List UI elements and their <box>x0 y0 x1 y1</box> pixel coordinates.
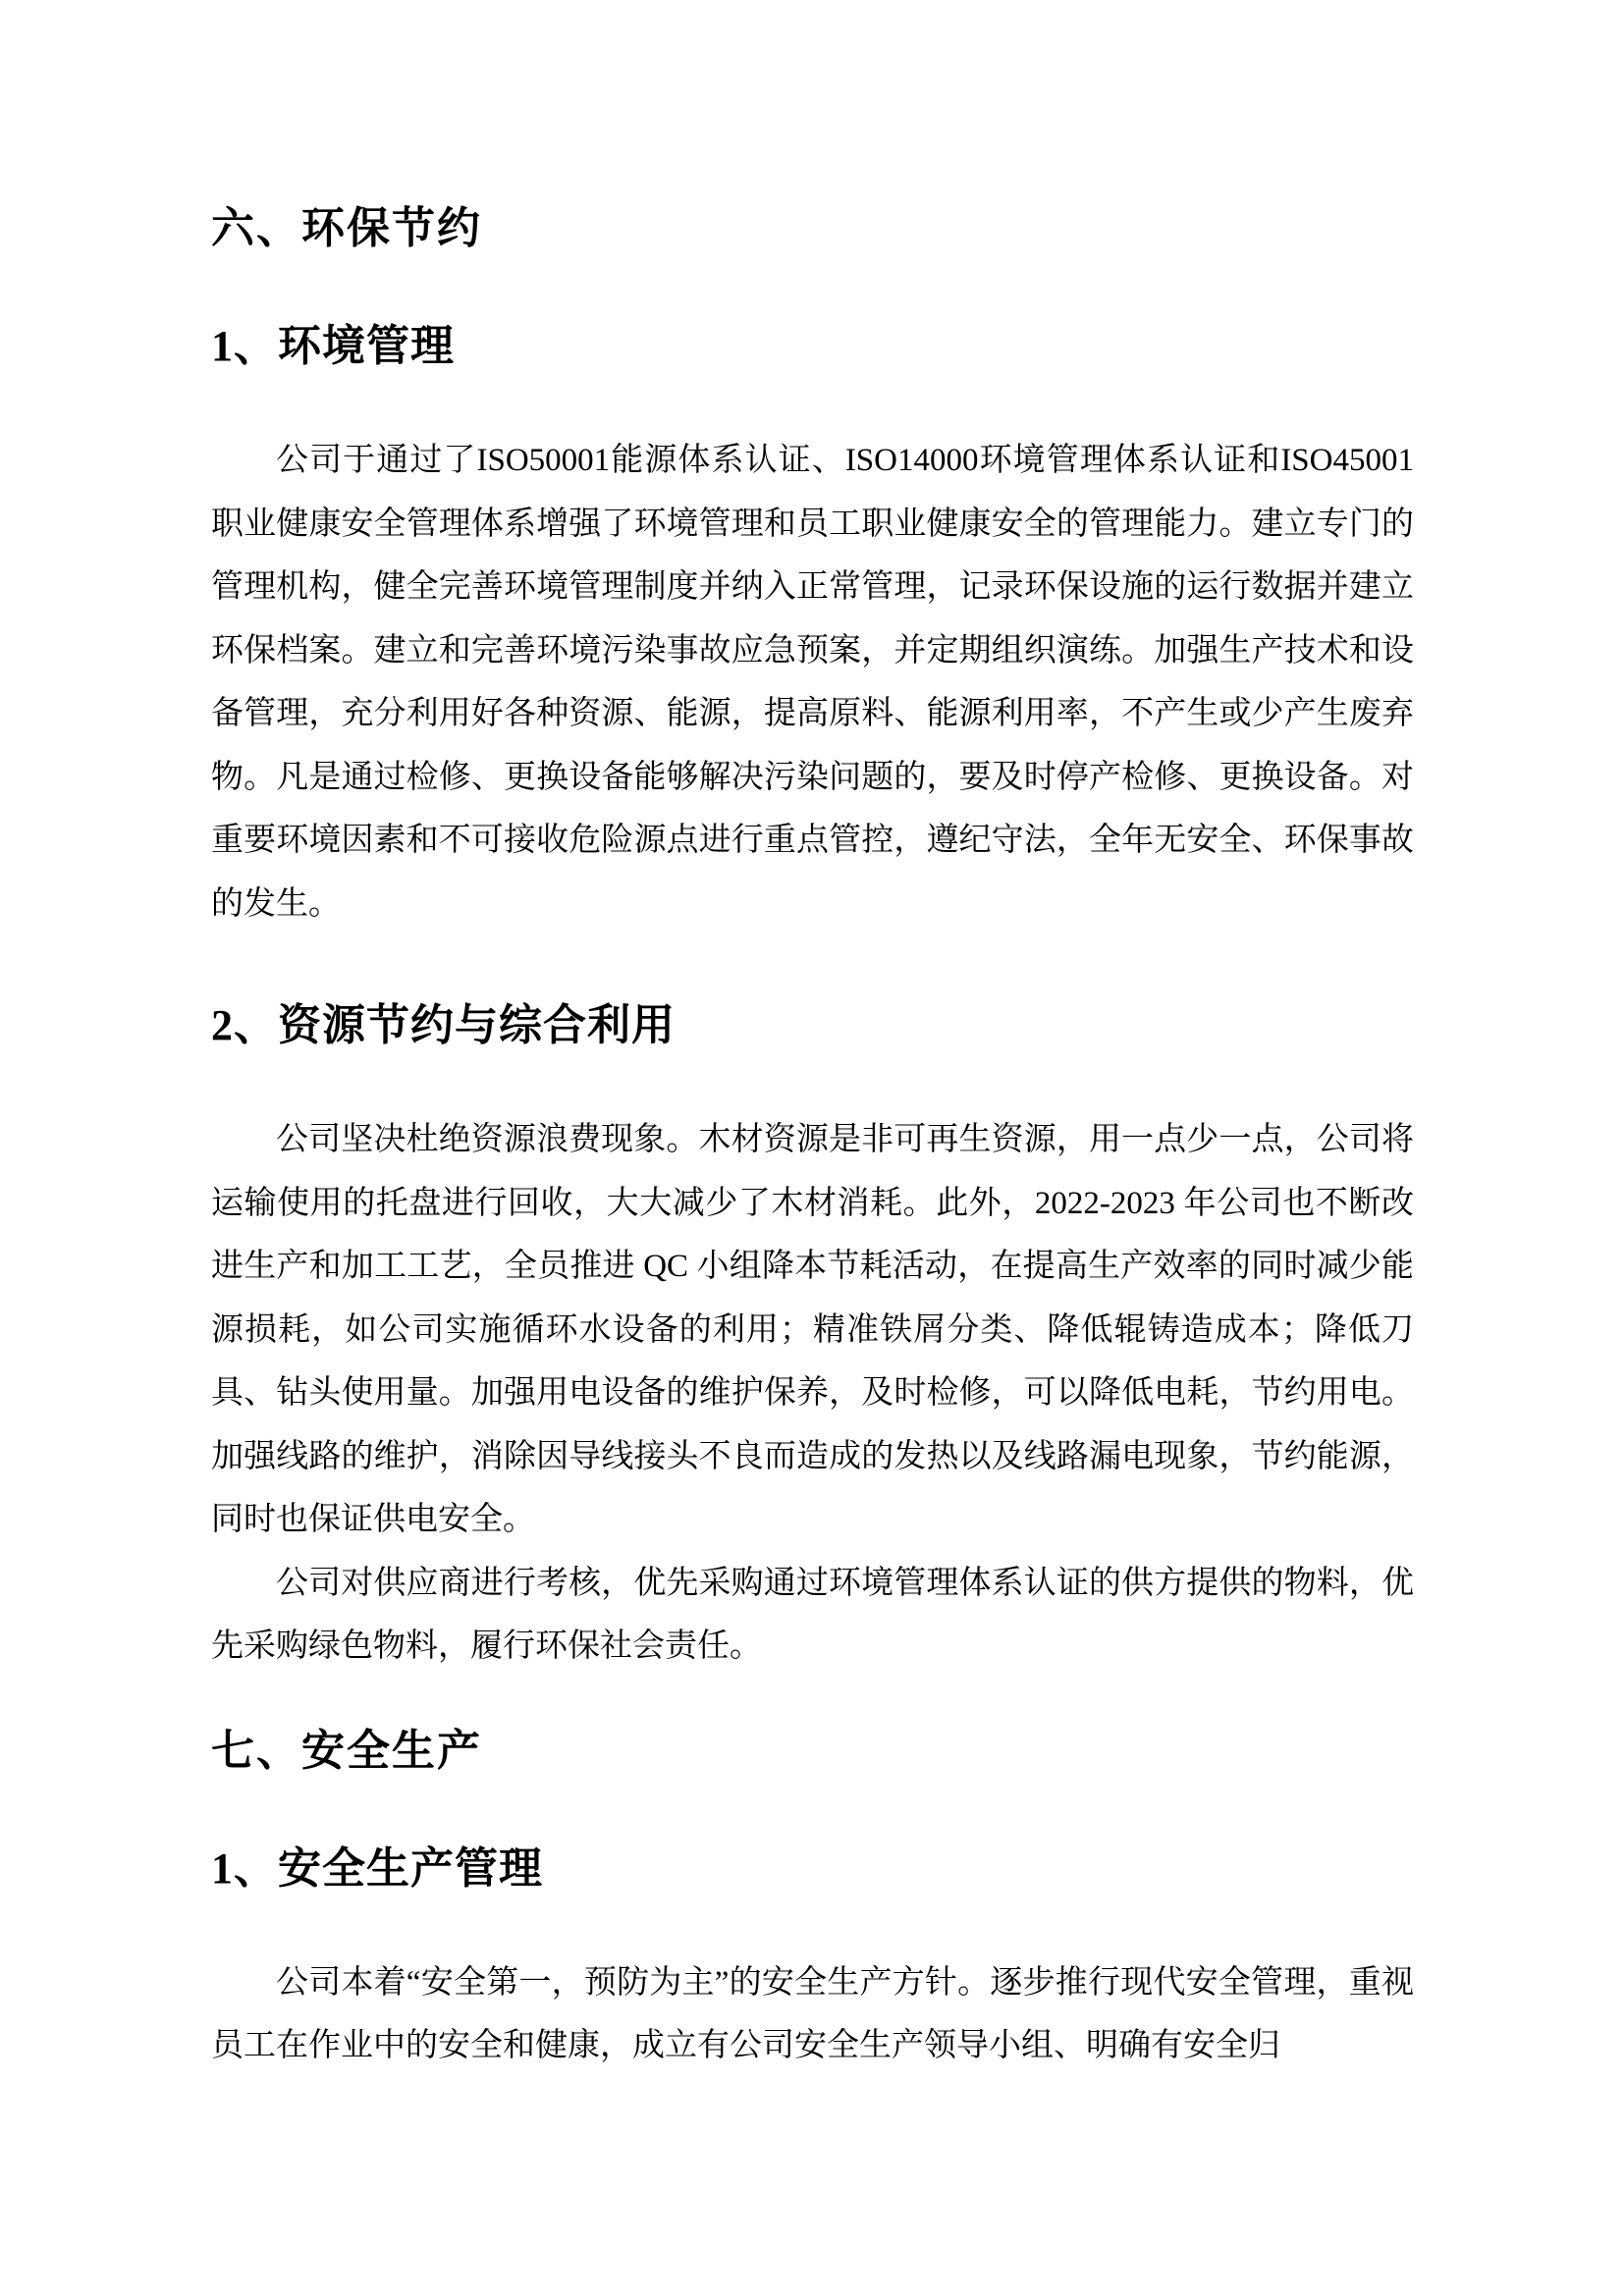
section-heading-production-safety: 七、安全生产 <box>211 1726 482 1775</box>
paragraph-environment-management: 公司于通过了ISO50001能源体系认证、ISO14000环境管理体系认证和ISO45001职业健康安全管理体系增强了环境管理和员工职业健康安全的管理能力。建立专门的管理机构，健全完善环境管理制度并纳入正常管理，记录环保设施的运行数据并建立环保档案。建立和完善环境污染事故应急预案，并定期组织演练。加强生产技术和设备管理，充分利用好各种资源、能源，提高原料、能源利用率，不产生或少产生废弃物。凡是通过检修、更换设备能够解决污染问题的，要及时停产检修、更换设备。对重要环境因素和不可接收危险源点进行重点管控，遵纪守法，全年无安全、环保事故的发生。 <box>211 443 1414 922</box>
section-heading-environmental-conservation: 六、环保节约 <box>211 204 482 252</box>
subsection-heading-safety-management: 1、安全生产管理 <box>211 1843 543 1893</box>
subsection-heading-environment-management: 1、环境管理 <box>211 322 455 370</box>
paragraph-resource-saving-2: 公司对供应商进行考核，优先采购通过环境管理体系认证的供方提供的物料，优先采购绿色物料，履行环保社会责任。 <box>211 1565 1414 1664</box>
paragraph-resource-saving-1: 公司坚决杜绝资源浪费现象。木材资源是非可再生资源，用一点少一点，公司将运输使用的托盘进行回收，大大减少了木材消耗。此外，2022-2023 年公司也不断改进生产和加工工艺，全员推进 QC 小组降本节耗活动，在提高生产效率的同时减少能源损耗，如公司实施循环水设备的利用；精准铁屑分类、降低辊铸造成本；降低刀具、钻头使用量。加强用电设备的维护保养，及时检修，可以降低电耗，节约用电。加强线路的维护，消除因导线接头不良而造成的发热以及线路漏电现象，节约能源，同时也保证供电安全。 <box>211 1122 1414 1537</box>
subsection-heading-resource-saving: 2、资源节约与综合利用 <box>211 1001 676 1049</box>
paragraph-safety-management: 公司本着“安全第一，预防为主”的安全生产方针。逐步推行现代安全管理，重视员工在作业中的安全和健康，成立有公司安全生产领导小组、明确有安全归 <box>211 1964 1414 2063</box>
